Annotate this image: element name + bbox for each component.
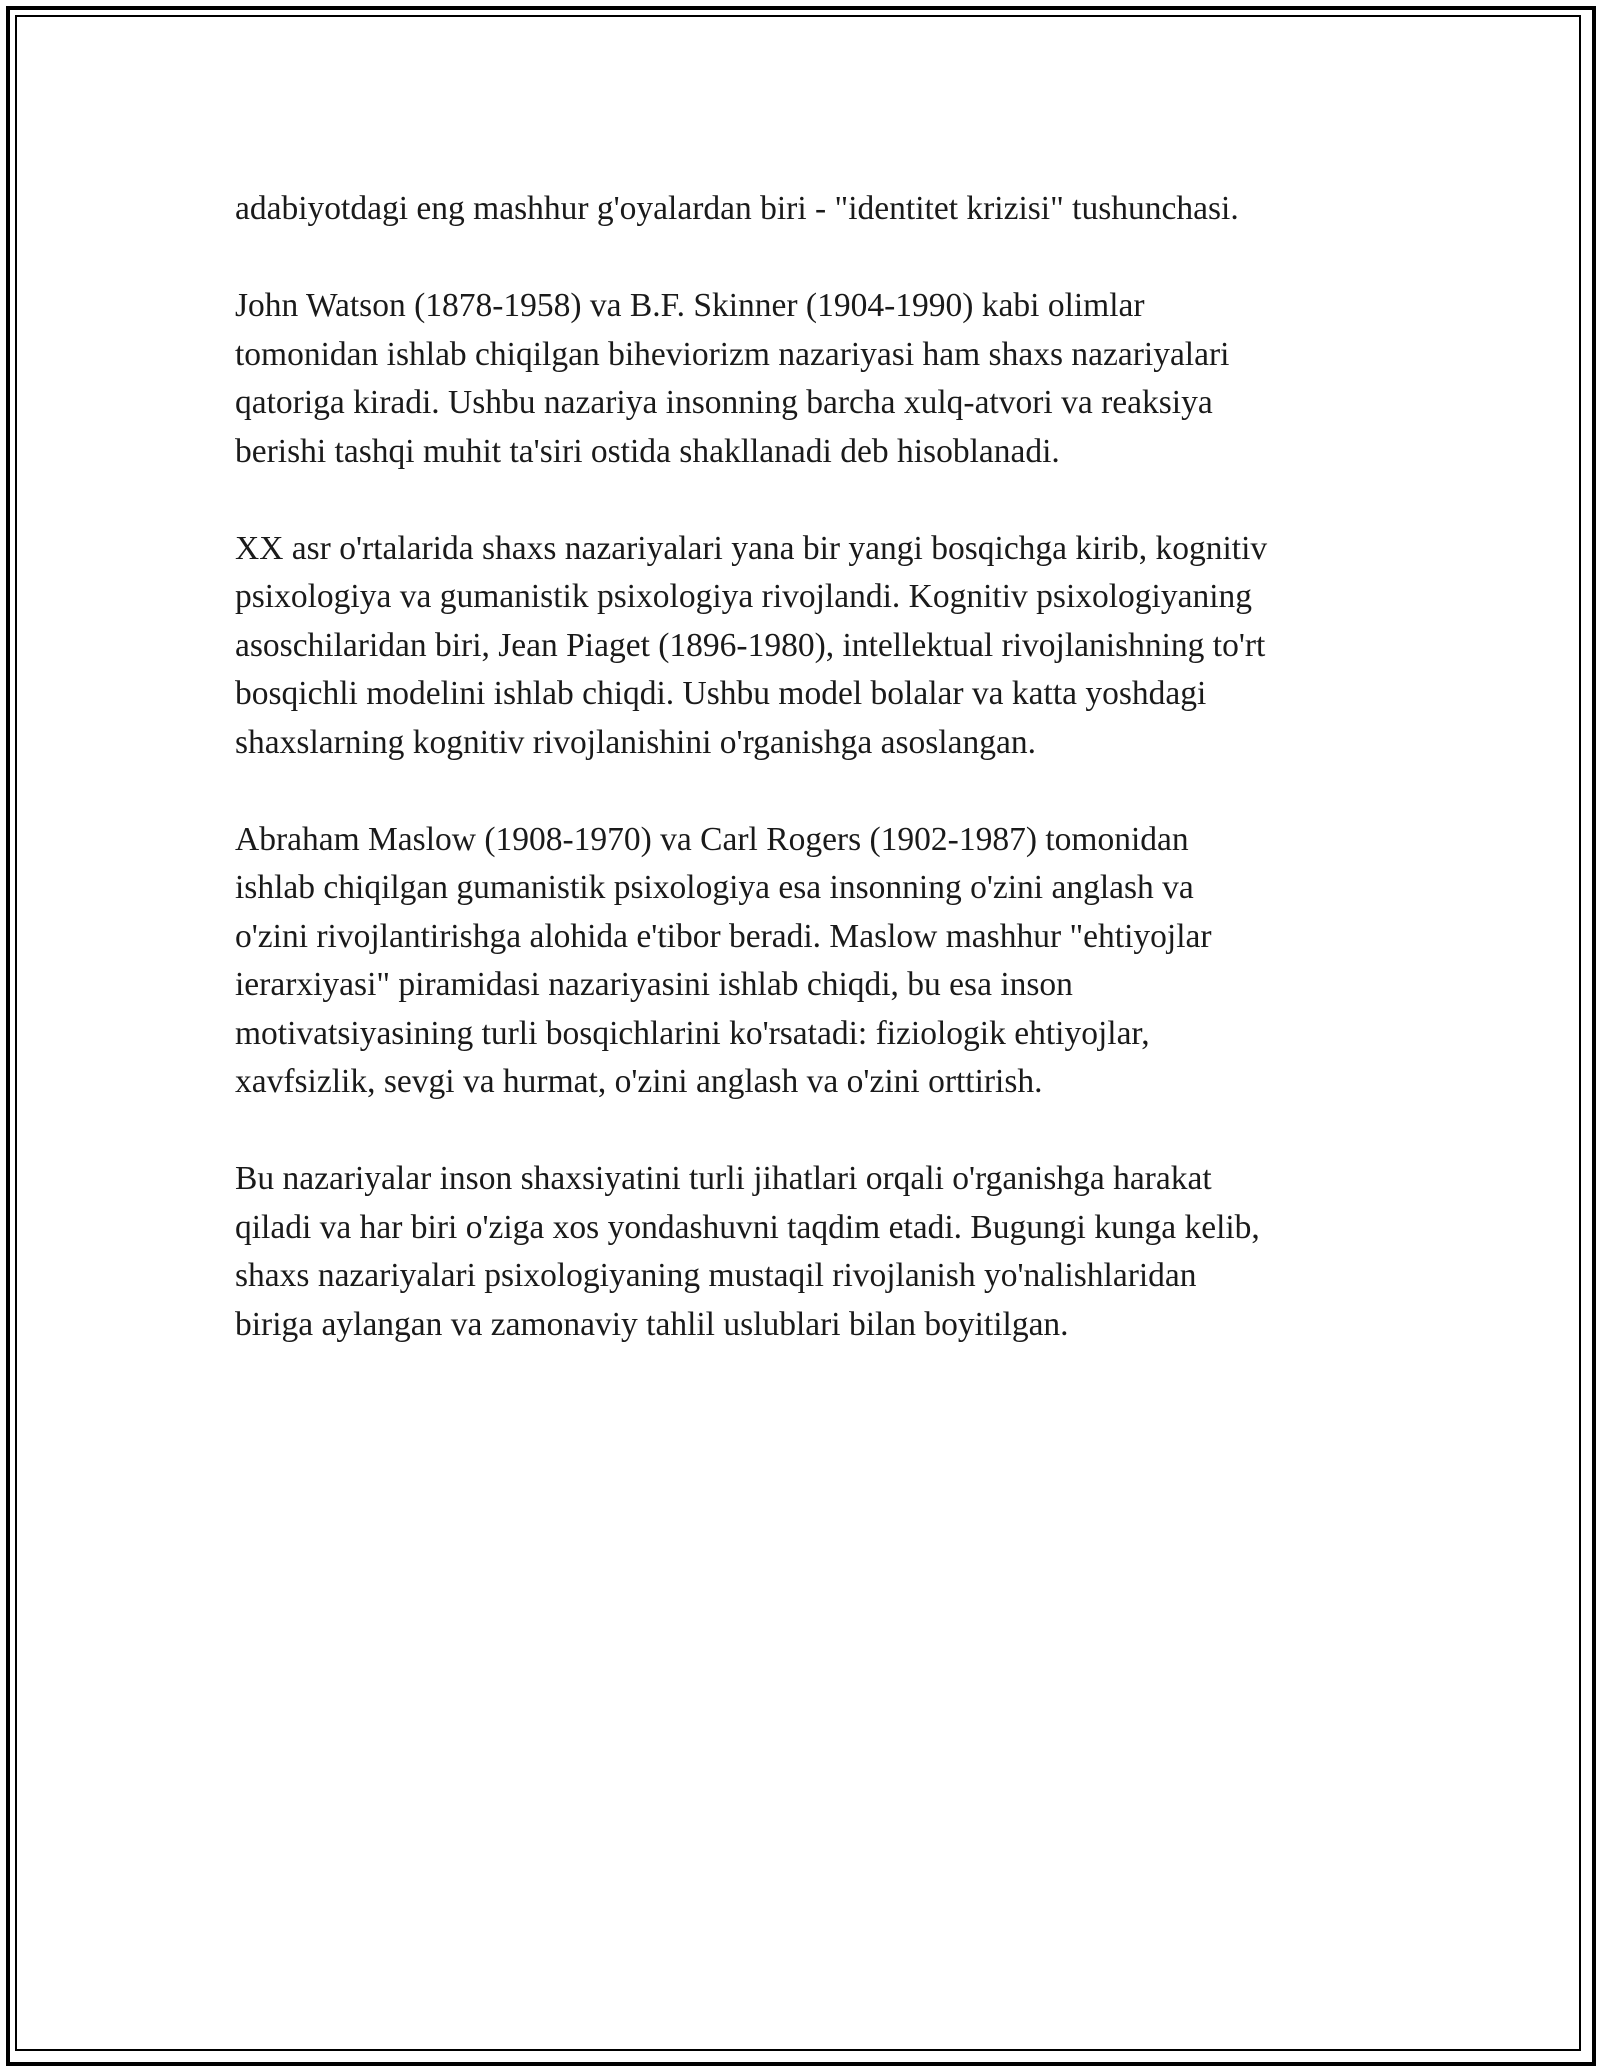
text-line: berishi tashqi muhit ta'siri ostida shakllanadi deb hisoblanadi.	[235, 432, 1060, 470]
text-line: psixologiya va gumanistik psixologiya rivojlandi. Kognitiv psixologiyaning	[235, 578, 1253, 615]
text-line: qiladi va har biri o'ziga xos yondashuvni taqdim etadi. Bugungi kunga kelib,	[235, 1208, 1260, 1246]
paragraph-behaviorism	[235, 282, 1395, 476]
paragraph-erikson-continuation	[235, 185, 1395, 234]
paragraph-humanistic-psychology	[235, 816, 1395, 1107]
text-line: motivatsiyasining turli bosqichlarini ko'rsatadi: fiziologik ehtiyojlar,	[235, 1014, 1150, 1052]
text-line: John Watson (1878-1958) va B.F. Skinner (1904-1990) kabi olimlar	[235, 287, 1145, 324]
text-line: Abraham Maslow (1908-1970) va Carl Rogers (1902-1987) tomonidan	[235, 820, 1189, 858]
text-line: shaxslarning kognitiv rivojlanishini o'rganishga asoslangan.	[235, 723, 1036, 761]
document-body	[235, 185, 1395, 1398]
text-line: asoschilaridan biri, Jean Piaget (1896-1980), intellektual rivojlanishning to'rt	[235, 626, 1266, 664]
text-line: qatoriga kiradi. Ushbu nazariya insonning barcha xulq-atvori va reaksiya	[235, 384, 1213, 421]
text-line: Bu nazariyalar inson shaxsiyatini turli jihatlari orqali o'rganishga harakat	[235, 1160, 1212, 1197]
text-line: XX asr o'rtalarida shaxs nazariyalari yana bir yangi bosqichga kirib, kognitiv	[235, 529, 1268, 567]
paragraph-cognitive-psychology	[235, 525, 1395, 768]
text-line: o'zini rivojlantirishga alohida e'tibor beradi. Maslow mashhur "ehtiyojlar	[235, 917, 1212, 955]
paragraph-conclusion	[235, 1155, 1395, 1349]
text-line: ishlab chiqilgan gumanistik psixologiya esa insonning o'zini anglash va	[235, 869, 1194, 906]
text-line: xavfsizlik, sevgi va hurmat, o'zini anglash va o'zini orttirish.	[235, 1063, 1043, 1100]
text-line: ierarxiyasi" piramidasi nazariyasini ishlab chiqdi, bu esa inson	[235, 966, 1073, 1003]
text-line: tomonidan ishlab chiqilgan biheviorizm nazariyasi ham shaxs nazariyalari	[235, 335, 1230, 373]
text-line: adabiyotdagi eng mashhur g'oyalardan biri - "identitet krizisi" tushunchasi.	[235, 190, 1239, 227]
text-line: biriga aylangan va zamonaviy tahlil uslublari bilan boyitilgan.	[235, 1305, 1069, 1343]
text-line: shaxs nazariyalari psixologiyaning mustaqil rivojlanish yo'nalishlaridan	[235, 1257, 1197, 1294]
text-line: bosqichli modelini ishlab chiqdi. Ushbu model bolalar va katta yoshdagi	[235, 675, 1207, 712]
